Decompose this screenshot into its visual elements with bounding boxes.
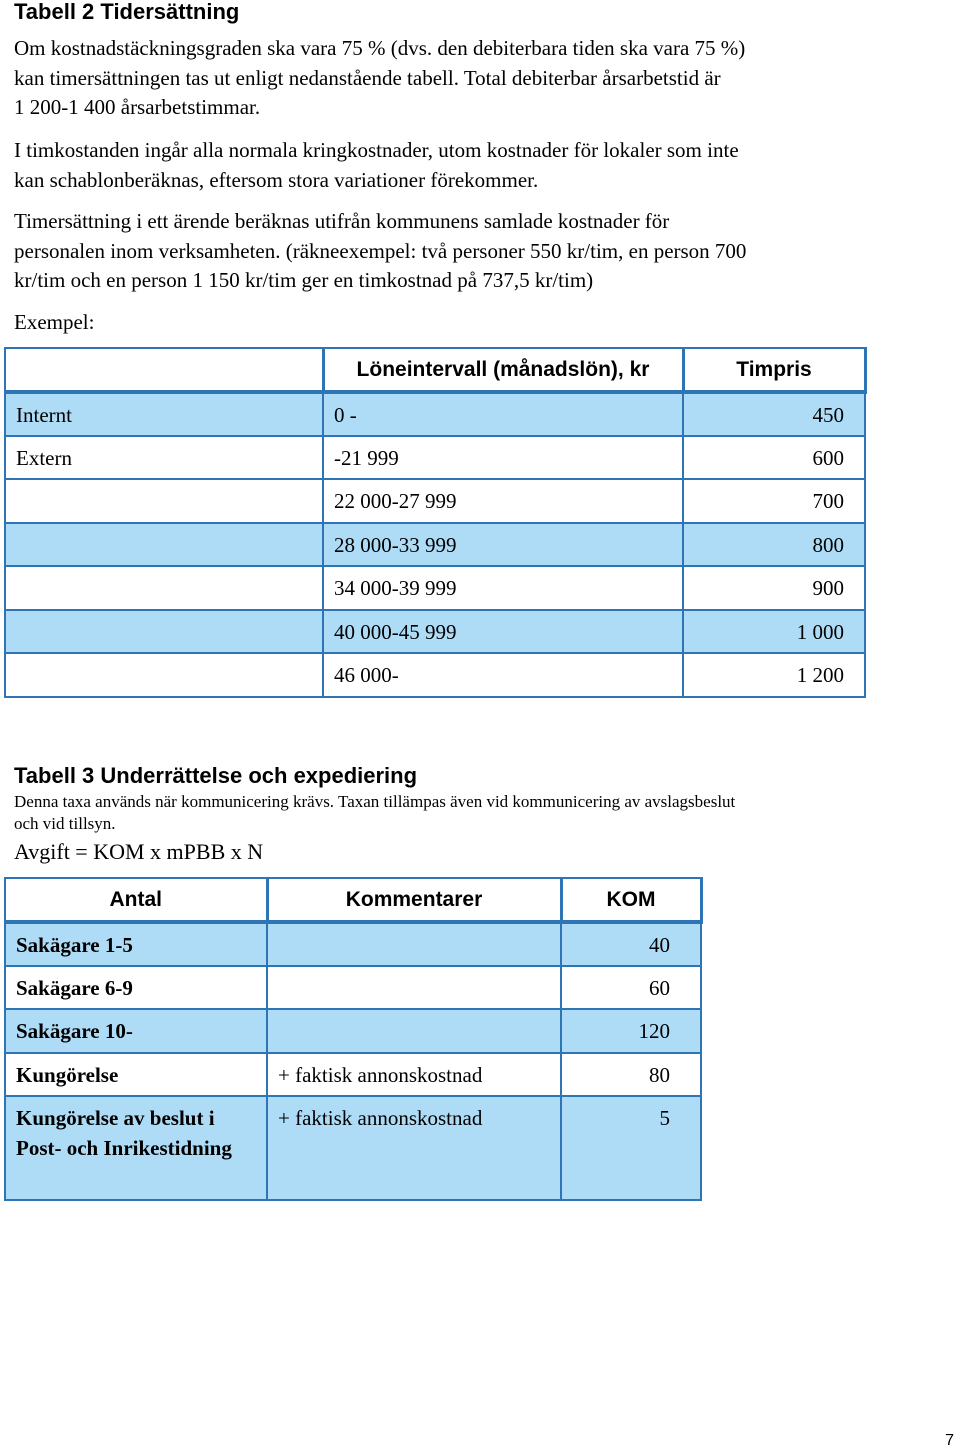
comment-cell: + faktisk annonskostnad [267, 1096, 561, 1200]
category-cell [5, 610, 323, 653]
table-row [5, 523, 865, 566]
kom-cell: 40 [561, 922, 701, 966]
hourly-rate-cell: 800 [683, 523, 865, 566]
kom-cell: 120 [561, 1009, 701, 1053]
fee-formula: Avgift = KOM x mPBB x N [14, 839, 264, 864]
paragraph-line: Timersättning i ett ärende beräknas utifrån kommunens samlade kostnader för [14, 209, 670, 233]
table-row [5, 436, 865, 479]
header-cell-comments: Kommentarer [267, 878, 561, 922]
salary-interval-cell: 28 000-33 999 [323, 523, 683, 566]
paragraph-line: kr/tim och en person 1 150 kr/tim ger en timkostnad på 737,5 kr/tim) [14, 268, 594, 292]
rate-table [4, 347, 867, 698]
paragraph-line: kan schablonberäknas, eftersom stora variationer förekommer. [14, 167, 539, 192]
count-cell: Sakägare 10- [5, 1009, 267, 1053]
hourly-rate-cell: 450 [683, 392, 865, 436]
category-cell [5, 523, 323, 566]
table-row [5, 1096, 701, 1200]
hourly-rate-cell: 600 [683, 436, 865, 479]
category-cell [5, 566, 323, 610]
paragraph-line: kan timersättningen tas ut enligt nedanstående tabell. Total debiterbar årsarbetstid är [14, 65, 721, 90]
table2-paragraph-2 [14, 136, 739, 195]
hourly-rate-cell: 1 000 [683, 610, 865, 653]
header-cell-kom: KOM [561, 878, 701, 922]
table2-paragraph-1 [14, 34, 745, 123]
salary-interval-cell: 40 000-45 999 [323, 610, 683, 653]
table-row [5, 922, 701, 966]
header-cell-count: Antal [5, 878, 267, 922]
page-number: 7 [945, 1432, 954, 1449]
comment-cell [267, 966, 561, 1009]
header-cell-salary-interval: Löneintervall (månadslön), kr [323, 348, 683, 392]
count-cell: Kungörelse [5, 1053, 267, 1096]
comment-cell: + faktisk annonskostnad [267, 1053, 561, 1096]
count-cell: Sakägare 6-9 [5, 966, 267, 1009]
paragraph-line: 1 200-1 400 årsarbetstimmar. [14, 95, 261, 119]
table-row [5, 1009, 701, 1053]
kom-cell: 80 [561, 1053, 701, 1096]
hourly-rate-cell: 700 [683, 479, 865, 523]
table-row [5, 610, 865, 653]
category-cell: Internt [5, 392, 323, 436]
count-cell: Kungörelse av beslut i Post- och Inrikestidning [5, 1096, 267, 1200]
table-row [5, 1053, 701, 1096]
description-line: Denna taxa används när kommunicering krävs. Taxan tillämpas även vid kommunicering av avslagsbeslut [14, 792, 736, 811]
paragraph-line: personalen inom verksamheten. (räkneexempel: två personer 550 kr/tim, en person 700 [14, 238, 747, 263]
header-cell-empty [5, 348, 323, 392]
table2-title: Tabell 2 Tidersättning [14, 0, 240, 24]
paragraph-line: Om kostnadstäckningsgraden ska vara 75 % (dvs. den debiterbara tiden ska vara 75 %) [14, 36, 746, 60]
comment-cell [267, 922, 561, 966]
salary-interval-cell: 34 000-39 999 [323, 566, 683, 610]
description-line: och vid tillsyn. [14, 814, 116, 833]
table2-paragraph-3 [14, 207, 746, 296]
comment-cell [267, 1009, 561, 1053]
kom-cell: 60 [561, 966, 701, 1009]
paragraph-line: I timkostanden ingår alla normala kringkostnader, utom kostnader för lokaler som inte [14, 138, 739, 162]
example-label: Exempel: [14, 310, 95, 334]
table3-title: Tabell 3 Underrättelse och expediering [14, 763, 418, 788]
salary-interval-cell: 22 000-27 999 [323, 479, 683, 523]
category-cell [5, 653, 323, 697]
kom-cell: 5 [561, 1096, 701, 1200]
table-row [5, 653, 865, 697]
table-row [5, 392, 865, 436]
table-row [5, 566, 865, 610]
notification-table [4, 877, 703, 1201]
table-row [5, 479, 865, 523]
hourly-rate-cell: 900 [683, 566, 865, 610]
count-cell: Sakägare 1-5 [5, 922, 267, 966]
salary-interval-cell: 46 000- [323, 653, 683, 697]
table-header-row [5, 878, 701, 922]
salary-interval-cell: 0 - [323, 392, 683, 436]
table-header-row [5, 348, 865, 392]
category-cell [5, 479, 323, 523]
table3-description [14, 791, 735, 835]
table-row [5, 966, 701, 1009]
category-cell: Extern [5, 436, 323, 479]
header-cell-hourly-rate: Timpris [683, 348, 865, 392]
hourly-rate-cell: 1 200 [683, 653, 865, 697]
salary-interval-cell: -21 999 [323, 436, 683, 479]
